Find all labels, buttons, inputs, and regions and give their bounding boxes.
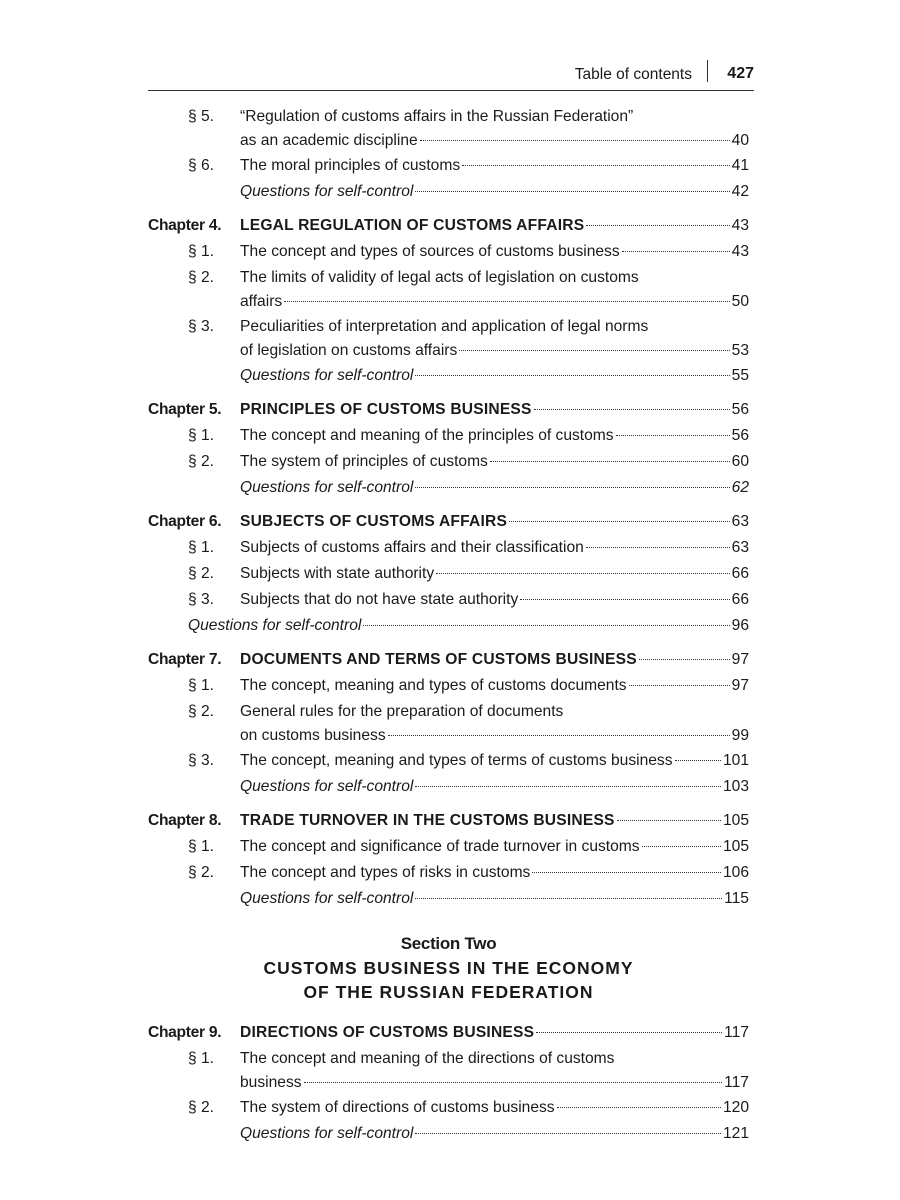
entry-page: 96 bbox=[731, 617, 749, 634]
entry-title: Questions for self-control bbox=[240, 479, 414, 496]
paragraph-number: § 1. bbox=[188, 243, 215, 260]
entry-title: as an academic discipline bbox=[240, 132, 418, 149]
toc-entry[interactable] bbox=[148, 239, 749, 265]
dot-leader bbox=[462, 164, 730, 166]
entry-page: 60 bbox=[731, 453, 749, 470]
entry-page: 43 bbox=[731, 217, 749, 234]
dot-leader bbox=[536, 1031, 722, 1033]
entry-page: 66 bbox=[731, 591, 749, 608]
dot-leader bbox=[509, 520, 730, 522]
chapter-number: Chapter 5. bbox=[148, 401, 222, 418]
toc-chapter-entry[interactable] bbox=[148, 213, 749, 239]
paragraph-number: § 1. bbox=[188, 1050, 215, 1067]
toc-entry[interactable] bbox=[148, 699, 749, 748]
entry-page: 97 bbox=[731, 677, 749, 694]
entry-page: 105 bbox=[722, 812, 749, 829]
dot-leader bbox=[415, 190, 729, 192]
entry-page: 101 bbox=[722, 752, 749, 769]
entry-title: affairs bbox=[240, 293, 283, 310]
entry-page: 66 bbox=[731, 565, 749, 582]
section-label: Section Two bbox=[400, 934, 497, 953]
chapter-number: Chapter 7. bbox=[148, 651, 222, 668]
toc-chapter-entry[interactable] bbox=[148, 397, 749, 423]
paragraph-number: § 6. bbox=[188, 157, 215, 174]
toc-entry-questions[interactable] bbox=[148, 886, 749, 912]
toc-entry-questions[interactable] bbox=[148, 363, 749, 389]
dot-leader bbox=[586, 224, 729, 226]
toc-entry[interactable] bbox=[148, 535, 749, 561]
toc-chapter-entry[interactable] bbox=[148, 1020, 749, 1046]
dot-leader bbox=[557, 1106, 721, 1108]
dot-leader bbox=[616, 434, 730, 436]
dot-leader bbox=[617, 819, 721, 821]
dot-leader bbox=[629, 684, 730, 686]
chapter-number: Chapter 8. bbox=[148, 812, 222, 829]
toc-entry[interactable] bbox=[148, 153, 749, 179]
entry-title-line: Peculiarities of interpretation and application of legal norms bbox=[240, 318, 649, 335]
toc-entry[interactable] bbox=[148, 587, 749, 613]
entry-page: 99 bbox=[731, 727, 749, 744]
toc-entry[interactable] bbox=[148, 561, 749, 587]
section-title-line: OF THE RUSSIAN FEDERATION bbox=[303, 982, 594, 1002]
entry-title: The concept and types of sources of customs business bbox=[240, 243, 620, 260]
chapter-title: SUBJECTS OF CUSTOMS AFFAIRS bbox=[240, 513, 508, 530]
paragraph-number: § 2. bbox=[188, 565, 215, 582]
paragraph-number: § 1. bbox=[188, 539, 215, 556]
running-head bbox=[148, 60, 754, 91]
dot-leader bbox=[586, 546, 730, 548]
entry-title: of legislation on customs affairs bbox=[240, 342, 458, 359]
entry-title: The concept, meaning and types of customs documents bbox=[240, 677, 627, 694]
paragraph-number: § 2. bbox=[188, 703, 215, 720]
entry-title-line: General rules for the preparation of documents bbox=[240, 703, 564, 720]
paragraph-number: § 1. bbox=[188, 838, 215, 855]
toc-entry[interactable] bbox=[148, 265, 749, 314]
entry-page: 120 bbox=[722, 1099, 749, 1116]
dot-leader bbox=[415, 897, 722, 899]
toc-entry[interactable] bbox=[148, 104, 749, 153]
entry-title: Questions for self-control bbox=[240, 1125, 414, 1142]
entry-title: The moral principles of customs bbox=[240, 157, 461, 174]
entry-title: business bbox=[240, 1074, 302, 1091]
dot-leader bbox=[420, 139, 730, 141]
dot-leader bbox=[534, 408, 730, 410]
section-heading bbox=[148, 932, 749, 1004]
chapter-number: Chapter 4. bbox=[148, 217, 222, 234]
entry-page: 41 bbox=[731, 157, 749, 174]
toc-entry[interactable] bbox=[148, 673, 749, 699]
entry-page: 56 bbox=[731, 401, 749, 418]
paragraph-number: § 2. bbox=[188, 1099, 215, 1116]
toc-entry-questions[interactable] bbox=[148, 774, 749, 800]
section-title-line: CUSTOMS BUSINESS IN THE ECONOMY bbox=[263, 958, 634, 978]
entry-title: The concept and significance of trade turnover in customs bbox=[240, 838, 640, 855]
dot-leader bbox=[675, 759, 721, 761]
running-head-divider bbox=[707, 60, 708, 82]
entry-page: 121 bbox=[722, 1125, 749, 1142]
entry-title-line: “Regulation of customs affairs in the Russian Federation” bbox=[240, 108, 634, 125]
dot-leader bbox=[642, 845, 721, 847]
toc-chapter-entry[interactable] bbox=[148, 808, 749, 834]
dot-leader bbox=[520, 598, 729, 600]
dot-leader bbox=[490, 460, 730, 462]
toc-entry-questions[interactable] bbox=[148, 613, 749, 639]
entry-title: The system of principles of customs bbox=[240, 453, 488, 470]
toc-entry[interactable] bbox=[148, 1046, 749, 1095]
entry-title: The concept, meaning and types of terms of customs business bbox=[240, 752, 673, 769]
chapter-title: DIRECTIONS OF CUSTOMS BUSINESS bbox=[240, 1024, 535, 1041]
chapter-title: DOCUMENTS AND TERMS OF CUSTOMS BUSINESS bbox=[240, 651, 637, 668]
dot-leader bbox=[459, 349, 729, 351]
dot-leader bbox=[436, 572, 729, 574]
dot-leader bbox=[304, 1081, 723, 1083]
paragraph-number: § 1. bbox=[188, 677, 215, 694]
paragraph-number: § 5. bbox=[188, 108, 215, 125]
entry-page: 56 bbox=[731, 427, 749, 444]
chapter-title: PRINCIPLES OF CUSTOMS BUSINESS bbox=[240, 401, 532, 418]
entry-title: Subjects that do not have state authority bbox=[240, 591, 519, 608]
page-number: 427 bbox=[727, 65, 754, 82]
toc-entry[interactable] bbox=[148, 314, 749, 363]
entry-title: The system of directions of customs business bbox=[240, 1099, 555, 1116]
paragraph-number: § 3. bbox=[188, 591, 215, 608]
entry-page: 42 bbox=[731, 183, 749, 200]
dot-leader bbox=[639, 658, 730, 660]
entry-page: 63 bbox=[731, 539, 749, 556]
entry-title: Questions for self-control bbox=[188, 617, 362, 634]
dot-leader bbox=[415, 374, 729, 376]
entry-page: 105 bbox=[722, 838, 749, 855]
entry-title: Questions for self-control bbox=[240, 890, 414, 907]
entry-title: Subjects with state authority bbox=[240, 565, 435, 582]
dot-leader bbox=[284, 300, 729, 302]
entry-title: Subjects of customs affairs and their classification bbox=[240, 539, 584, 556]
paragraph-number: § 2. bbox=[188, 269, 215, 286]
entry-page: 50 bbox=[731, 293, 749, 310]
entry-page: 43 bbox=[731, 243, 749, 260]
entry-page: 117 bbox=[724, 1074, 749, 1091]
dot-leader bbox=[415, 486, 729, 488]
toc-entry[interactable] bbox=[148, 748, 749, 774]
entry-page: 103 bbox=[722, 778, 749, 795]
entry-title: Questions for self-control bbox=[240, 367, 414, 384]
toc-chapter-entry[interactable] bbox=[148, 647, 749, 673]
chapter-title: LEGAL REGULATION OF CUSTOMS AFFAIRS bbox=[240, 217, 585, 234]
toc-entry[interactable] bbox=[148, 449, 749, 475]
paragraph-number: § 2. bbox=[188, 453, 215, 470]
paragraph-number: § 1. bbox=[188, 427, 215, 444]
entry-title: The concept and meaning of the principles of customs bbox=[240, 427, 614, 444]
entry-title: on customs business bbox=[240, 727, 386, 744]
toc-chapter-entry[interactable] bbox=[148, 509, 749, 535]
paragraph-number: § 3. bbox=[188, 752, 215, 769]
toc-entry-questions[interactable] bbox=[148, 179, 749, 205]
dot-leader bbox=[532, 871, 721, 873]
toc-entry[interactable] bbox=[148, 834, 749, 860]
paragraph-number: § 3. bbox=[188, 318, 215, 335]
entry-page: 115 bbox=[724, 890, 749, 907]
entry-page: 97 bbox=[731, 651, 749, 668]
toc-entry-questions[interactable] bbox=[148, 1121, 749, 1147]
entry-title: Questions for self-control bbox=[240, 778, 414, 795]
paragraph-number: § 2. bbox=[188, 864, 215, 881]
dot-leader bbox=[388, 734, 730, 736]
entry-page: 55 bbox=[731, 367, 749, 384]
entry-title: The concept and types of risks in customs bbox=[240, 864, 531, 881]
entry-title-line: The concept and meaning of the directions of customs bbox=[240, 1050, 615, 1067]
entry-title-line: The limits of validity of legal acts of legislation on customs bbox=[240, 269, 639, 286]
chapter-title: TRADE TURNOVER IN THE CUSTOMS BUSINESS bbox=[240, 812, 615, 829]
entry-page: 117 bbox=[724, 1024, 749, 1041]
dot-leader bbox=[415, 1132, 721, 1134]
chapter-number: Chapter 9. bbox=[148, 1024, 222, 1041]
dot-leader bbox=[363, 624, 729, 626]
entry-page: 40 bbox=[731, 132, 749, 149]
running-head-title: Table of contents bbox=[574, 66, 692, 83]
toc-entry[interactable] bbox=[148, 423, 749, 449]
toc-entry[interactable] bbox=[148, 860, 749, 886]
toc-entry[interactable] bbox=[148, 1095, 749, 1121]
entry-page: 53 bbox=[731, 342, 749, 359]
entry-page: 106 bbox=[722, 864, 749, 881]
table-of-contents bbox=[148, 104, 749, 1147]
dot-leader bbox=[415, 785, 721, 787]
entry-page: 63 bbox=[731, 513, 749, 530]
toc-entry-questions[interactable] bbox=[148, 475, 749, 501]
chapter-number: Chapter 6. bbox=[148, 513, 222, 530]
dot-leader bbox=[622, 250, 730, 252]
entry-title: Questions for self-control bbox=[240, 183, 414, 200]
entry-page: 62 bbox=[731, 479, 749, 496]
